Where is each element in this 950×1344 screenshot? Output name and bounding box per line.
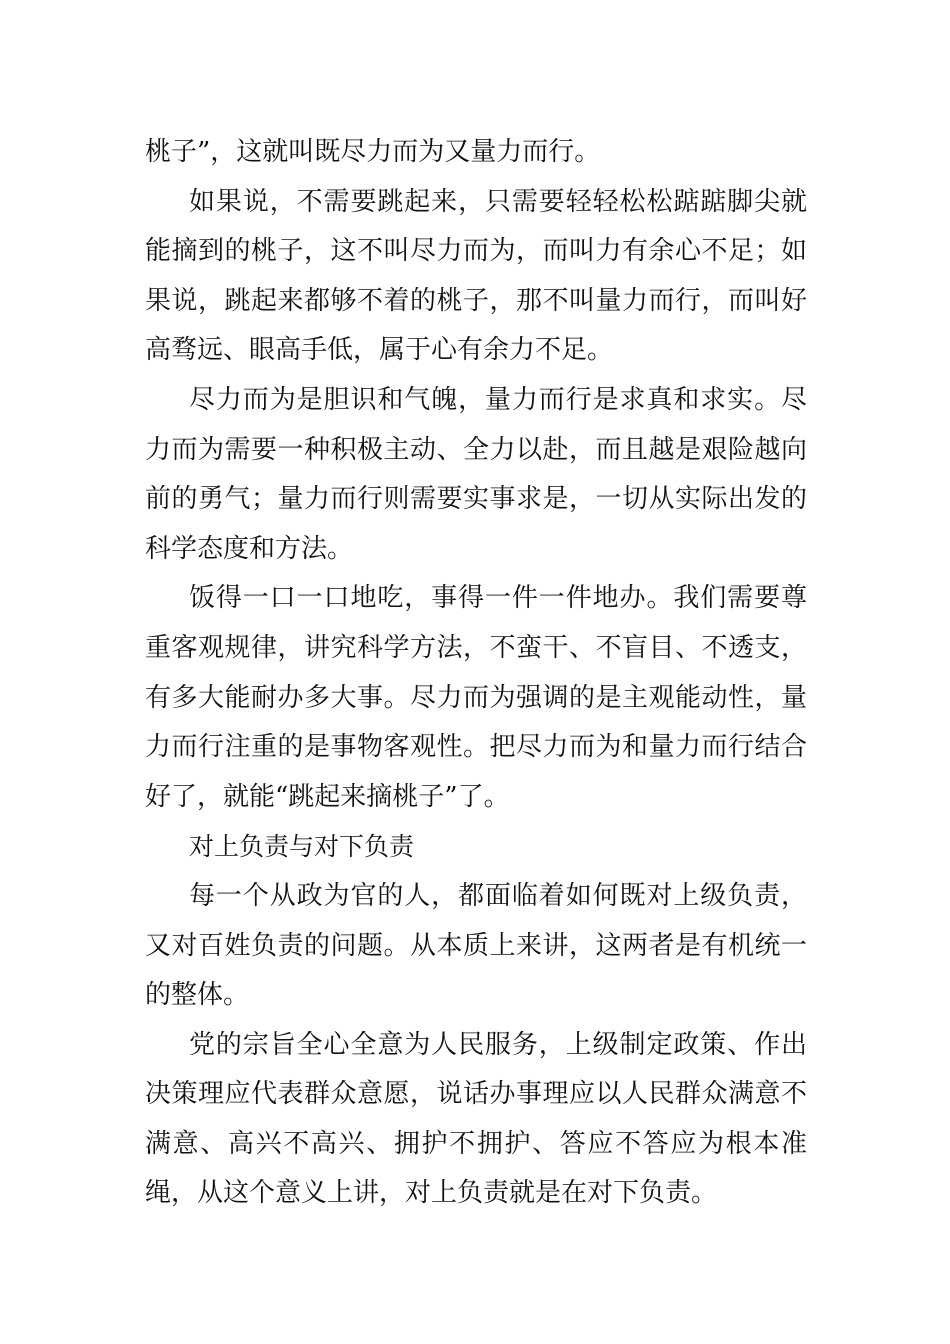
paragraph-courage-and-truth: 尽力而为是胆识和气魄，量力而行是求真和求实。尽力而为需要一种积极主动、全力以赴，而且越是艰险越向前的勇气；量力而行则需要实事求是，一切从实际出发的科学态度和方法。 — [145, 384, 807, 564]
paragraph-step-by-step: 饭得一口一口地吃，事得一件一件地办。我们需要尊重客观规律，讲究科学方法，不蛮干、不盲目、不透支，有多大能耐办多大事。尽力而为强调的是主观能动性，量力而行注重的是事物客观性。把尽力而为和量力而行结合好了，就能“跳起来摘桃子”了。 — [145, 583, 807, 812]
paragraph-continued: 桃子”，这就叫既尽力而为又量力而行。 — [145, 137, 601, 167]
paragraph-official-responsibility: 每一个从政为官的人，都面临着如何既对上级负责，又对百姓负责的问题。从本质上来讲，这两者是有机统一的整体。 — [145, 880, 807, 1011]
document-body — [145, 128, 807, 1219]
section-heading: 对上负责与对下负责 — [189, 832, 415, 862]
paragraph-party-purpose: 党的宗旨全心全意为人民服务，上级制定政策、作出决策理应代表群众意愿，说话办事理应以人民群众满意不满意、高兴不高兴、拥护不拥护、答应不答应为根本准绳，从这个意义上讲，对上负责就是在对下负责。 — [145, 1029, 807, 1209]
paragraph-reach-peach: 如果说，不需要跳起来，只需要轻轻松松踮踮脚尖就能摘到的桃子，这不叫尽力而为，而叫力有余心不足；如果说，跳起来都够不着的桃子，那不叫量力而行，而叫好高骛远、眼高手低，属于心有余力不足。 — [145, 186, 807, 366]
